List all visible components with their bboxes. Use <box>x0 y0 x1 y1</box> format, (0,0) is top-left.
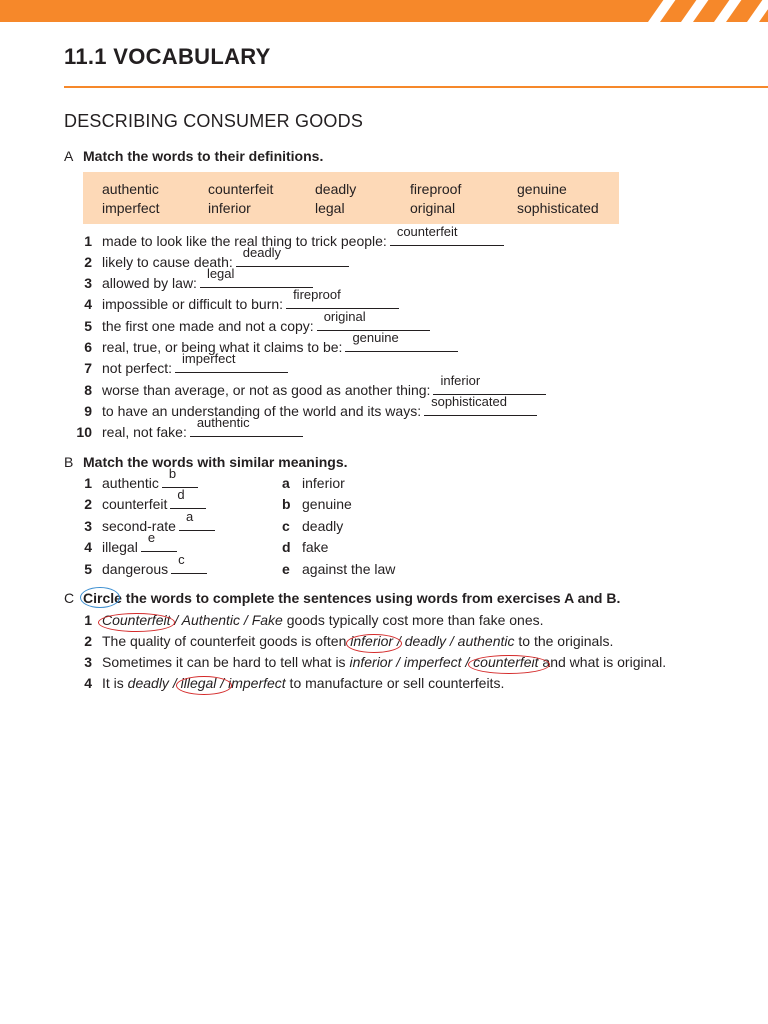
answer-field[interactable]: genuine <box>345 337 458 352</box>
circle-mark <box>80 587 120 608</box>
answer-field[interactable]: sophisticated <box>424 401 537 416</box>
exercise-b-meaning: c deadly <box>282 518 344 534</box>
match-word: second-rate <box>102 518 176 534</box>
option-word[interactable]: Authentic <box>181 612 241 628</box>
answer-field[interactable]: original <box>317 316 430 331</box>
word-bank-item: counterfeit <box>208 181 274 197</box>
item-definition: made to look like the real thing to trick people: <box>102 233 387 249</box>
option-word[interactable]: counterfeit <box>473 654 538 670</box>
answer-field[interactable]: counterfeit <box>390 231 504 246</box>
title-divider <box>64 86 768 88</box>
exercise-instruction: Circle the words to complete the sentences using words from exercises A and B. <box>83 590 620 606</box>
answer-field[interactable]: fireproof <box>286 294 399 309</box>
option-word[interactable]: Counterfeit <box>102 612 170 628</box>
exercise-b-item: 4 illegal e <box>64 537 177 557</box>
circle-mark <box>98 613 175 632</box>
exercise-b-item: 1 authentic b <box>64 473 198 493</box>
exercise-letter: A <box>64 148 74 164</box>
match-word: authentic <box>102 475 159 491</box>
exercise-c-sentence: 3 Sometimes it can be hard to tell what is inferior / imperfect / counterfeit and what is original. <box>64 652 666 672</box>
word-bank-item: original <box>410 200 456 216</box>
exercise-c-sentence: 2 The quality of counterfeit goods is often inferior / deadly / authentic to the originals. <box>64 631 613 651</box>
option-word[interactable]: imperfect <box>403 654 462 670</box>
exercise-a-item: 6 real, true, or being what it claims to be: genuine <box>64 337 458 357</box>
exercise-b-meaning: b genuine <box>282 496 352 512</box>
exercise-b-heading <box>64 454 348 470</box>
exercise-letter: C <box>64 590 75 606</box>
answer-field[interactable]: e <box>141 537 177 552</box>
circle-mark <box>346 634 402 653</box>
answer-field[interactable]: b <box>162 473 198 488</box>
word-bank-item: legal <box>315 200 345 216</box>
answer-field[interactable]: imperfect <box>175 358 288 373</box>
exercise-a-item: 3 allowed by law: legal <box>64 273 313 293</box>
answer-field[interactable]: legal <box>200 273 313 288</box>
meaning-text: fake <box>302 539 329 555</box>
item-definition: allowed by law: <box>102 275 197 291</box>
circle-mark <box>468 655 550 674</box>
answer-field[interactable]: authentic <box>190 422 303 437</box>
answer-field[interactable]: a <box>179 516 215 531</box>
meaning-text: against the law <box>302 561 396 577</box>
exercise-b-item: 5 dangerous c <box>64 559 207 579</box>
item-definition: not perfect: <box>102 360 173 376</box>
exercise-a-item: 7 not perfect: imperfect <box>64 358 288 378</box>
word-bank-item: inferior <box>208 200 251 216</box>
option-word[interactable]: imperfect <box>228 675 286 691</box>
exercise-b-meaning: a inferior <box>282 475 345 491</box>
exercise-a-item: 8 worse than average, or not as good as another thing: inferior <box>64 380 546 400</box>
exercise-b-item: 3 second-rate a <box>64 516 215 536</box>
match-word: counterfeit <box>102 496 168 512</box>
match-word: dangerous <box>102 561 169 577</box>
option-word[interactable]: Fake <box>251 612 283 628</box>
item-definition: likely to cause death: <box>102 254 233 270</box>
word-bank-item: deadly <box>315 181 357 197</box>
item-definition: real, not fake: <box>102 424 187 440</box>
item-definition: worse than average, or not as good as another thing: <box>102 382 431 398</box>
exercise-instruction: Match the words to their definitions. <box>83 148 324 164</box>
answer-field[interactable]: deadly <box>236 252 349 267</box>
word-bank-item: authentic <box>102 181 159 197</box>
exercise-a-heading <box>64 148 323 164</box>
option-word[interactable]: deadly <box>127 675 169 691</box>
circle-mark <box>176 676 232 695</box>
section-heading: DESCRIBING CONSUMER GOODS <box>64 111 364 131</box>
exercise-a-item: 4 impossible or difficult to burn: fireproof <box>64 294 399 314</box>
option-word[interactable]: inferior <box>349 654 393 670</box>
exercise-c-heading <box>64 590 620 606</box>
meaning-text: inferior <box>302 475 345 491</box>
word-bank-item: imperfect <box>102 200 160 216</box>
item-definition: real, true, or being what it claims to be: <box>102 339 343 355</box>
option-word[interactable]: authentic <box>457 633 515 649</box>
exercise-a-item: 5 the first one made and not a copy: original <box>64 316 430 336</box>
item-definition: to have an understanding of the world and its ways: <box>102 403 422 419</box>
answer-field[interactable]: d <box>170 494 206 509</box>
match-word: illegal <box>102 539 138 555</box>
exercise-a-item: 9 to have an understanding of the world and its ways: sophisticated <box>64 401 537 421</box>
exercise-a-item: 2 likely to cause death: deadly <box>64 252 349 272</box>
option-word[interactable]: illegal <box>181 675 217 691</box>
exercise-a-item: 10 real, not fake: authentic <box>64 422 303 442</box>
exercise-c-sentence: 1 Counterfeit / Authentic / Fake goods typically cost more than fake ones. <box>64 610 544 630</box>
exercise-letter: B <box>64 454 74 470</box>
item-definition: the first one made and not a copy: <box>102 318 314 334</box>
header-accent-bar <box>0 0 768 22</box>
answer-field[interactable]: inferior <box>433 380 546 395</box>
option-word[interactable]: inferior <box>350 633 393 649</box>
answer-field[interactable]: c <box>171 559 207 574</box>
meaning-text: genuine <box>302 496 352 512</box>
exercise-instruction: Match the words with similar meanings. <box>83 454 348 470</box>
word-bank-item: fireproof <box>410 181 462 197</box>
item-definition: impossible or difficult to burn: <box>102 296 284 312</box>
exercise-b-meaning: d fake <box>282 539 329 555</box>
word-bank-item: sophisticated <box>517 200 599 216</box>
exercise-c-sentence: 4 It is deadly / illegal / imperfect to manufacture or sell counterfeits. <box>64 673 504 693</box>
unit-title: 11.1 VOCABULARY <box>64 44 271 69</box>
word-bank <box>83 172 619 224</box>
word-bank-item: genuine <box>517 181 567 197</box>
option-word[interactable]: deadly <box>404 633 446 649</box>
meaning-text: deadly <box>302 518 344 534</box>
exercise-b-meaning: e against the law <box>282 561 396 577</box>
exercise-a-item: 1 made to look like the real thing to trick people: counterfeit <box>64 231 504 251</box>
exercise-b-item: 2 counterfeit d <box>64 494 206 514</box>
